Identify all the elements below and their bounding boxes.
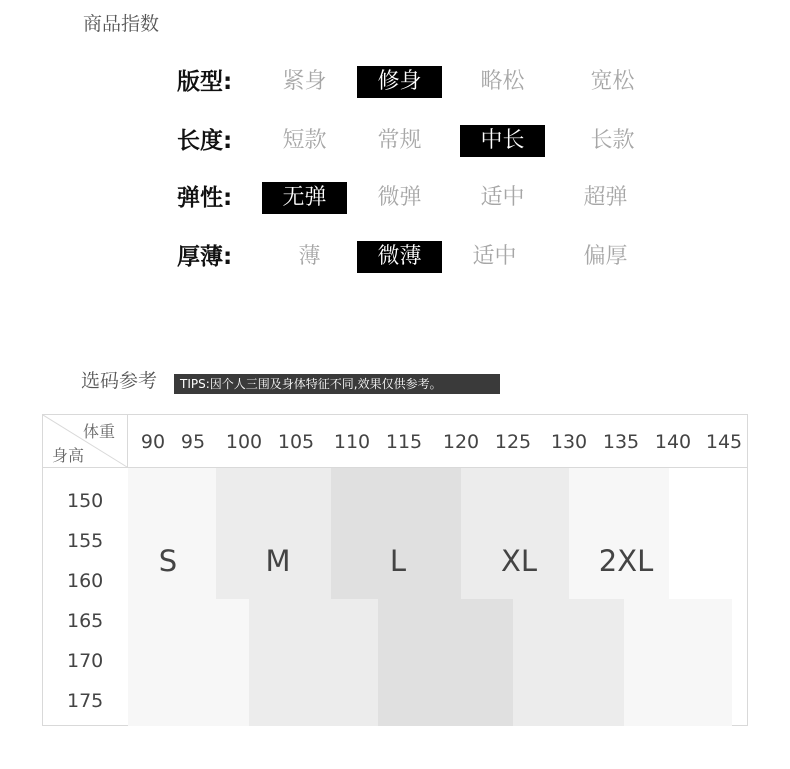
attribute-row (0, 124, 790, 158)
attribute-option: 宽松 (590, 69, 635, 94)
attribute-option-selected: 无弹 (262, 182, 347, 214)
weight-tick: 100 (225, 431, 263, 453)
attribute-option: 紧身 (282, 69, 327, 94)
corner-height-label: 身高 (52, 446, 85, 465)
height-tick: 150 (67, 490, 104, 512)
weight-tick: 105 (277, 431, 315, 453)
size-table (42, 414, 748, 726)
attribute-option: 常规 (377, 128, 422, 153)
attribute-option: 短款 (282, 128, 327, 153)
weight-tick: 135 (602, 431, 640, 453)
attribute-option-selected: 修身 (357, 66, 442, 98)
height-tick: 175 (67, 690, 104, 712)
attribute-option-selected: 中长 (460, 125, 545, 157)
attribute-row (0, 181, 790, 215)
size-zone (513, 599, 624, 726)
height-tick: 170 (67, 650, 104, 672)
attribute-label: 长度: (177, 128, 233, 154)
weight-tick: 95 (180, 431, 206, 453)
weight-tick: 125 (494, 431, 532, 453)
size-zone (624, 599, 732, 726)
weight-tick: 145 (705, 431, 743, 453)
attribute-option: 超弹 (583, 185, 628, 210)
weight-tick: 115 (385, 431, 423, 453)
size-label: L (389, 544, 407, 578)
size-zone (378, 599, 513, 726)
size-zone (569, 468, 669, 599)
weight-tick: 130 (550, 431, 588, 453)
size-label: 2XL (598, 544, 654, 578)
size-zone (461, 468, 569, 599)
attribute-option: 偏厚 (583, 244, 628, 269)
size-zone (249, 599, 378, 726)
product-index-title: 商品指数 (79, 13, 163, 35)
weight-tick: 90 (140, 431, 166, 453)
weight-tick: 110 (333, 431, 371, 453)
attribute-option: 长款 (590, 128, 635, 153)
size-zone (216, 468, 331, 599)
attribute-option-selected: 微薄 (357, 241, 442, 273)
corner-weight-label: 体重 (83, 422, 116, 441)
attribute-label: 弹性: (177, 185, 233, 211)
size-zone (128, 468, 216, 599)
height-tick: 155 (67, 530, 104, 552)
attribute-row (0, 240, 790, 274)
size-label: XL (500, 544, 538, 578)
height-tick: 160 (67, 570, 104, 592)
size-zone (331, 468, 461, 599)
corner-divider (127, 415, 128, 467)
size-zone (128, 599, 249, 726)
weight-tick: 120 (442, 431, 480, 453)
size-label: S (158, 544, 178, 578)
attribute-option: 微弹 (377, 185, 422, 210)
weight-tick: 140 (654, 431, 692, 453)
attribute-label: 厚薄: (177, 244, 233, 270)
attribute-row (0, 65, 790, 99)
height-tick: 165 (67, 610, 104, 632)
attribute-label: 版型: (177, 69, 233, 95)
tips-badge: TIPS:因个人三围及身体特征不同,效果仅供参考。 (174, 374, 500, 394)
attribute-option: 适中 (480, 185, 525, 210)
attribute-option: 略松 (480, 69, 525, 94)
size-label: M (265, 544, 291, 578)
size-reference-title: 选码参考 (77, 370, 161, 392)
attribute-option: 薄 (298, 244, 321, 269)
attribute-option: 适中 (472, 244, 517, 269)
